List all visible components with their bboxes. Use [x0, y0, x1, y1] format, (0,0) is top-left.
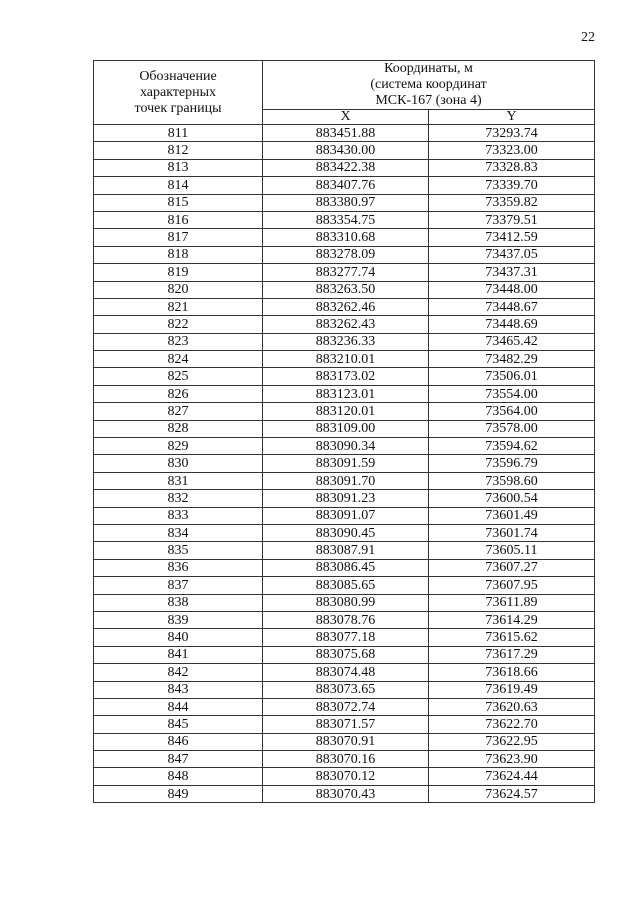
y-coordinate-cell: 73619.49	[429, 681, 595, 698]
x-coordinate-cell: 883422.38	[263, 159, 429, 176]
x-coordinate-cell: 883262.46	[263, 298, 429, 315]
y-coordinate-cell: 73323.00	[429, 142, 595, 159]
header-x: X	[263, 110, 429, 125]
point-number-cell: 841	[94, 646, 263, 663]
table-row	[94, 594, 595, 611]
x-coordinate-cell: 883277.74	[263, 264, 429, 281]
point-number-cell: 828	[94, 420, 263, 437]
table-row	[94, 664, 595, 681]
point-number-cell: 814	[94, 177, 263, 194]
y-coordinate-cell: 73622.95	[429, 733, 595, 750]
x-coordinate-cell: 883451.88	[263, 125, 429, 142]
x-coordinate-cell: 883354.75	[263, 211, 429, 228]
x-coordinate-cell: 883085.65	[263, 577, 429, 594]
x-coordinate-cell: 883077.18	[263, 629, 429, 646]
table-row	[94, 281, 595, 298]
x-coordinate-cell: 883380.97	[263, 194, 429, 211]
y-coordinate-cell: 73412.59	[429, 229, 595, 246]
x-coordinate-cell: 883073.65	[263, 681, 429, 698]
point-number-cell: 829	[94, 438, 263, 455]
y-coordinate-cell: 73482.29	[429, 351, 595, 368]
table-row	[94, 629, 595, 646]
y-coordinate-cell: 73448.00	[429, 281, 595, 298]
x-coordinate-cell: 883262.43	[263, 316, 429, 333]
point-number-cell: 822	[94, 316, 263, 333]
point-number-cell: 836	[94, 559, 263, 576]
x-coordinate-cell: 883120.01	[263, 403, 429, 420]
table-row	[94, 716, 595, 733]
y-coordinate-cell: 73615.62	[429, 629, 595, 646]
table-row	[94, 577, 595, 594]
table-row	[94, 211, 595, 228]
y-coordinate-cell: 73554.00	[429, 385, 595, 402]
y-coordinate-cell: 73594.62	[429, 438, 595, 455]
table-row	[94, 646, 595, 663]
y-coordinate-cell: 73328.83	[429, 159, 595, 176]
table-row	[94, 316, 595, 333]
y-coordinate-cell: 73617.29	[429, 646, 595, 663]
x-coordinate-cell: 883430.00	[263, 142, 429, 159]
header-y: Y	[429, 110, 595, 125]
point-number-cell: 827	[94, 403, 263, 420]
table-row	[94, 785, 595, 802]
y-coordinate-cell: 73578.00	[429, 420, 595, 437]
point-number-cell: 838	[94, 594, 263, 611]
y-coordinate-cell: 73607.27	[429, 559, 595, 576]
table-row	[94, 733, 595, 750]
y-coordinate-cell: 73601.74	[429, 524, 595, 541]
y-coordinate-cell: 73624.57	[429, 785, 595, 802]
y-coordinate-cell: 73614.29	[429, 611, 595, 628]
table-row	[94, 420, 595, 437]
table-row	[94, 751, 595, 768]
point-number-cell: 837	[94, 577, 263, 594]
x-coordinate-cell: 883070.12	[263, 768, 429, 785]
point-number-cell: 834	[94, 524, 263, 541]
point-number-cell: 839	[94, 611, 263, 628]
x-coordinate-cell: 883078.76	[263, 611, 429, 628]
x-coordinate-cell: 883091.07	[263, 507, 429, 524]
point-number-cell: 847	[94, 751, 263, 768]
table-row	[94, 698, 595, 715]
x-coordinate-cell: 883173.02	[263, 368, 429, 385]
y-coordinate-cell: 73623.90	[429, 751, 595, 768]
table-row	[94, 681, 595, 698]
table-row	[94, 385, 595, 402]
y-coordinate-cell: 73506.01	[429, 368, 595, 385]
y-coordinate-cell: 73620.63	[429, 698, 595, 715]
table-row	[94, 611, 595, 628]
x-coordinate-cell: 883109.00	[263, 420, 429, 437]
x-coordinate-cell: 883263.50	[263, 281, 429, 298]
y-coordinate-cell: 73607.95	[429, 577, 595, 594]
y-coordinate-cell: 73448.69	[429, 316, 595, 333]
y-coordinate-cell: 73598.60	[429, 472, 595, 489]
table-row	[94, 333, 595, 350]
x-coordinate-cell: 883070.16	[263, 751, 429, 768]
point-number-cell: 817	[94, 229, 263, 246]
table-row	[94, 455, 595, 472]
table-row	[94, 229, 595, 246]
x-coordinate-cell: 883090.34	[263, 438, 429, 455]
table-row	[94, 246, 595, 263]
x-coordinate-cell: 883310.68	[263, 229, 429, 246]
table-header	[94, 61, 595, 125]
point-number-cell: 819	[94, 264, 263, 281]
page-number: 22	[581, 30, 595, 45]
x-coordinate-cell: 883407.76	[263, 177, 429, 194]
y-coordinate-cell: 73618.66	[429, 664, 595, 681]
table-row	[94, 351, 595, 368]
point-number-cell: 844	[94, 698, 263, 715]
x-coordinate-cell: 883210.01	[263, 351, 429, 368]
header-row	[94, 61, 595, 110]
point-number-cell: 821	[94, 298, 263, 315]
point-number-cell: 845	[94, 716, 263, 733]
y-coordinate-cell: 73601.49	[429, 507, 595, 524]
x-coordinate-cell: 883278.09	[263, 246, 429, 263]
y-coordinate-cell: 73465.42	[429, 333, 595, 350]
y-coordinate-cell: 73611.89	[429, 594, 595, 611]
table-row	[94, 542, 595, 559]
point-number-cell: 835	[94, 542, 263, 559]
table-row	[94, 490, 595, 507]
y-coordinate-cell: 73622.70	[429, 716, 595, 733]
point-number-cell: 812	[94, 142, 263, 159]
table-row	[94, 177, 595, 194]
x-coordinate-cell: 883091.70	[263, 472, 429, 489]
y-coordinate-cell: 73600.54	[429, 490, 595, 507]
header-point-designation: Обозначение характерных точек границы	[94, 61, 263, 125]
y-coordinate-cell: 73379.51	[429, 211, 595, 228]
point-number-cell: 849	[94, 785, 263, 802]
table-row	[94, 194, 595, 211]
table-row	[94, 142, 595, 159]
y-coordinate-cell: 73293.74	[429, 125, 595, 142]
point-number-cell: 811	[94, 125, 263, 142]
table-row	[94, 264, 595, 281]
y-coordinate-cell: 73564.00	[429, 403, 595, 420]
point-number-cell: 813	[94, 159, 263, 176]
y-coordinate-cell: 73605.11	[429, 542, 595, 559]
y-coordinate-cell: 73448.67	[429, 298, 595, 315]
x-coordinate-cell: 883236.33	[263, 333, 429, 350]
table-row	[94, 159, 595, 176]
x-coordinate-cell: 883091.59	[263, 455, 429, 472]
y-coordinate-cell: 73437.31	[429, 264, 595, 281]
x-coordinate-cell: 883087.91	[263, 542, 429, 559]
y-coordinate-cell: 73359.82	[429, 194, 595, 211]
table-row	[94, 438, 595, 455]
y-coordinate-cell: 73339.70	[429, 177, 595, 194]
x-coordinate-cell: 883123.01	[263, 385, 429, 402]
point-number-cell: 840	[94, 629, 263, 646]
x-coordinate-cell: 883070.91	[263, 733, 429, 750]
x-coordinate-cell: 883075.68	[263, 646, 429, 663]
table-row	[94, 472, 595, 489]
header-coordinates: Координаты, м (система координат МСК-167 (зона 4)	[263, 61, 595, 110]
table-row	[94, 125, 595, 142]
y-coordinate-cell: 73624.44	[429, 768, 595, 785]
point-number-cell: 832	[94, 490, 263, 507]
x-coordinate-cell: 883072.74	[263, 698, 429, 715]
table-row	[94, 403, 595, 420]
point-number-cell: 825	[94, 368, 263, 385]
table-row	[94, 507, 595, 524]
point-number-cell: 820	[94, 281, 263, 298]
point-number-cell: 831	[94, 472, 263, 489]
point-number-cell: 846	[94, 733, 263, 750]
x-coordinate-cell: 883086.45	[263, 559, 429, 576]
y-coordinate-cell: 73437.05	[429, 246, 595, 263]
x-coordinate-cell: 883080.99	[263, 594, 429, 611]
table-row	[94, 298, 595, 315]
point-number-cell: 816	[94, 211, 263, 228]
table-row	[94, 524, 595, 541]
point-number-cell: 823	[94, 333, 263, 350]
point-number-cell: 824	[94, 351, 263, 368]
point-number-cell: 830	[94, 455, 263, 472]
x-coordinate-cell: 883091.23	[263, 490, 429, 507]
table-row	[94, 768, 595, 785]
point-number-cell: 843	[94, 681, 263, 698]
point-number-cell: 842	[94, 664, 263, 681]
point-number-cell: 848	[94, 768, 263, 785]
point-number-cell: 818	[94, 246, 263, 263]
table-body	[94, 125, 595, 803]
x-coordinate-cell: 883074.48	[263, 664, 429, 681]
table-row	[94, 368, 595, 385]
point-number-cell: 826	[94, 385, 263, 402]
x-coordinate-cell: 883071.57	[263, 716, 429, 733]
coordinates-table	[93, 60, 595, 803]
point-number-cell: 833	[94, 507, 263, 524]
x-coordinate-cell: 883090.45	[263, 524, 429, 541]
table-row	[94, 559, 595, 576]
point-number-cell: 815	[94, 194, 263, 211]
y-coordinate-cell: 73596.79	[429, 455, 595, 472]
x-coordinate-cell: 883070.43	[263, 785, 429, 802]
